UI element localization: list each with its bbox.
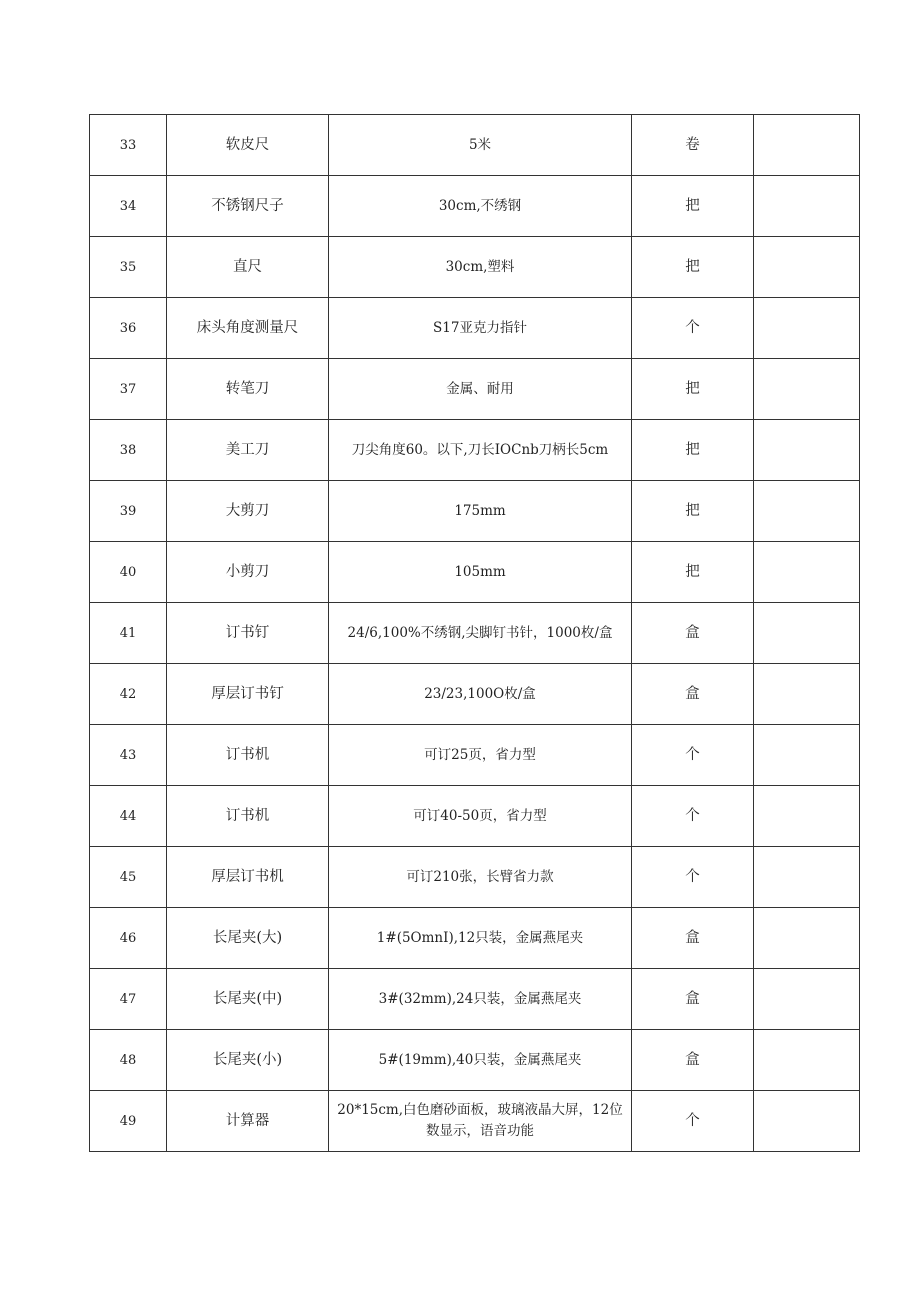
table-row: [90, 1091, 860, 1152]
item-unit: 把: [632, 176, 754, 237]
row-number: 37: [90, 359, 167, 420]
row-number: 48: [90, 1030, 167, 1091]
item-spec: 20*15cm,白色磨砂面板，玻璃液晶大屏，12位数显示，语音功能: [329, 1091, 632, 1152]
item-spec: 5#(19mm),40只装，金属燕尾夹: [329, 1030, 632, 1091]
item-name: 厚层订书机: [167, 847, 329, 908]
item-unit: 把: [632, 237, 754, 298]
row-number: 42: [90, 664, 167, 725]
item-name: 长尾夹(小): [167, 1030, 329, 1091]
supply-table: [89, 114, 860, 1152]
item-unit: 个: [632, 786, 754, 847]
item-name: 转笔刀: [167, 359, 329, 420]
row-number: 45: [90, 847, 167, 908]
item-note: [754, 1030, 860, 1091]
item-name: 订书机: [167, 786, 329, 847]
item-spec: 24/6,100%不绣钢,尖脚钉书针，1000枚/盒: [329, 603, 632, 664]
item-unit: 个: [632, 847, 754, 908]
item-name: 长尾夹(中): [167, 969, 329, 1030]
row-number: 41: [90, 603, 167, 664]
row-number: 36: [90, 298, 167, 359]
item-note: [754, 176, 860, 237]
table-row: [90, 908, 860, 969]
item-unit: 盒: [632, 603, 754, 664]
item-unit: 盒: [632, 908, 754, 969]
table-row: [90, 1030, 860, 1091]
item-spec: 30cm,不绣钢: [329, 176, 632, 237]
table-row: [90, 847, 860, 908]
item-note: [754, 481, 860, 542]
item-note: [754, 359, 860, 420]
item-unit: 个: [632, 725, 754, 786]
item-spec: 可订40-50页，省力型: [329, 786, 632, 847]
item-spec: 23/23,100O枚/盒: [329, 664, 632, 725]
item-name: 小剪刀: [167, 542, 329, 603]
row-number: 44: [90, 786, 167, 847]
item-unit: 盒: [632, 969, 754, 1030]
item-note: [754, 237, 860, 298]
item-spec: 刀尖角度60。以下,刀长IOCnb刀柄长5cm: [329, 420, 632, 481]
table-row: [90, 359, 860, 420]
table-row: [90, 542, 860, 603]
item-note: [754, 664, 860, 725]
table-row: [90, 176, 860, 237]
table-row: [90, 115, 860, 176]
item-unit: 卷: [632, 115, 754, 176]
item-unit: 把: [632, 420, 754, 481]
table-row: [90, 786, 860, 847]
item-note: [754, 908, 860, 969]
item-note: [754, 603, 860, 664]
table-row: [90, 969, 860, 1030]
item-spec: 175mm: [329, 481, 632, 542]
item-unit: 个: [632, 1091, 754, 1152]
item-unit: 个: [632, 298, 754, 359]
table-row: [90, 420, 860, 481]
item-spec: 可订210张，长臂省力款: [329, 847, 632, 908]
table-row: [90, 664, 860, 725]
item-note: [754, 298, 860, 359]
item-name: 床头角度测量尺: [167, 298, 329, 359]
item-unit: 盒: [632, 1030, 754, 1091]
row-number: 33: [90, 115, 167, 176]
item-note: [754, 115, 860, 176]
item-name: 计算器: [167, 1091, 329, 1152]
item-note: [754, 1091, 860, 1152]
row-number: 34: [90, 176, 167, 237]
item-name: 订书钉: [167, 603, 329, 664]
item-spec: 5米: [329, 115, 632, 176]
item-spec: 金属、耐用: [329, 359, 632, 420]
item-note: [754, 969, 860, 1030]
item-name: 订书机: [167, 725, 329, 786]
row-number: 39: [90, 481, 167, 542]
item-spec: 3#(32mm),24只装，金属燕尾夹: [329, 969, 632, 1030]
table-row: [90, 725, 860, 786]
row-number: 43: [90, 725, 167, 786]
item-name: 美工刀: [167, 420, 329, 481]
item-name: 长尾夹(大): [167, 908, 329, 969]
item-note: [754, 725, 860, 786]
item-note: [754, 542, 860, 603]
row-number: 35: [90, 237, 167, 298]
item-note: [754, 420, 860, 481]
row-number: 49: [90, 1091, 167, 1152]
row-number: 47: [90, 969, 167, 1030]
item-name: 直尺: [167, 237, 329, 298]
table-row: [90, 298, 860, 359]
item-name: 软皮尺: [167, 115, 329, 176]
item-spec: 105mm: [329, 542, 632, 603]
item-spec: 30cm,塑料: [329, 237, 632, 298]
item-note: [754, 847, 860, 908]
item-unit: 把: [632, 542, 754, 603]
row-number: 38: [90, 420, 167, 481]
table-row: [90, 603, 860, 664]
item-spec: S17亚克力指针: [329, 298, 632, 359]
item-name: 大剪刀: [167, 481, 329, 542]
row-number: 46: [90, 908, 167, 969]
table-row: [90, 481, 860, 542]
item-spec: 1#(5OmnI),12只装，金属燕尾夹: [329, 908, 632, 969]
item-name: 不锈钢尺子: [167, 176, 329, 237]
item-unit: 盒: [632, 664, 754, 725]
table-row: [90, 237, 860, 298]
item-note: [754, 786, 860, 847]
item-spec: 可订25页，省力型: [329, 725, 632, 786]
row-number: 40: [90, 542, 167, 603]
item-unit: 把: [632, 481, 754, 542]
item-unit: 把: [632, 359, 754, 420]
item-name: 厚层订书钉: [167, 664, 329, 725]
